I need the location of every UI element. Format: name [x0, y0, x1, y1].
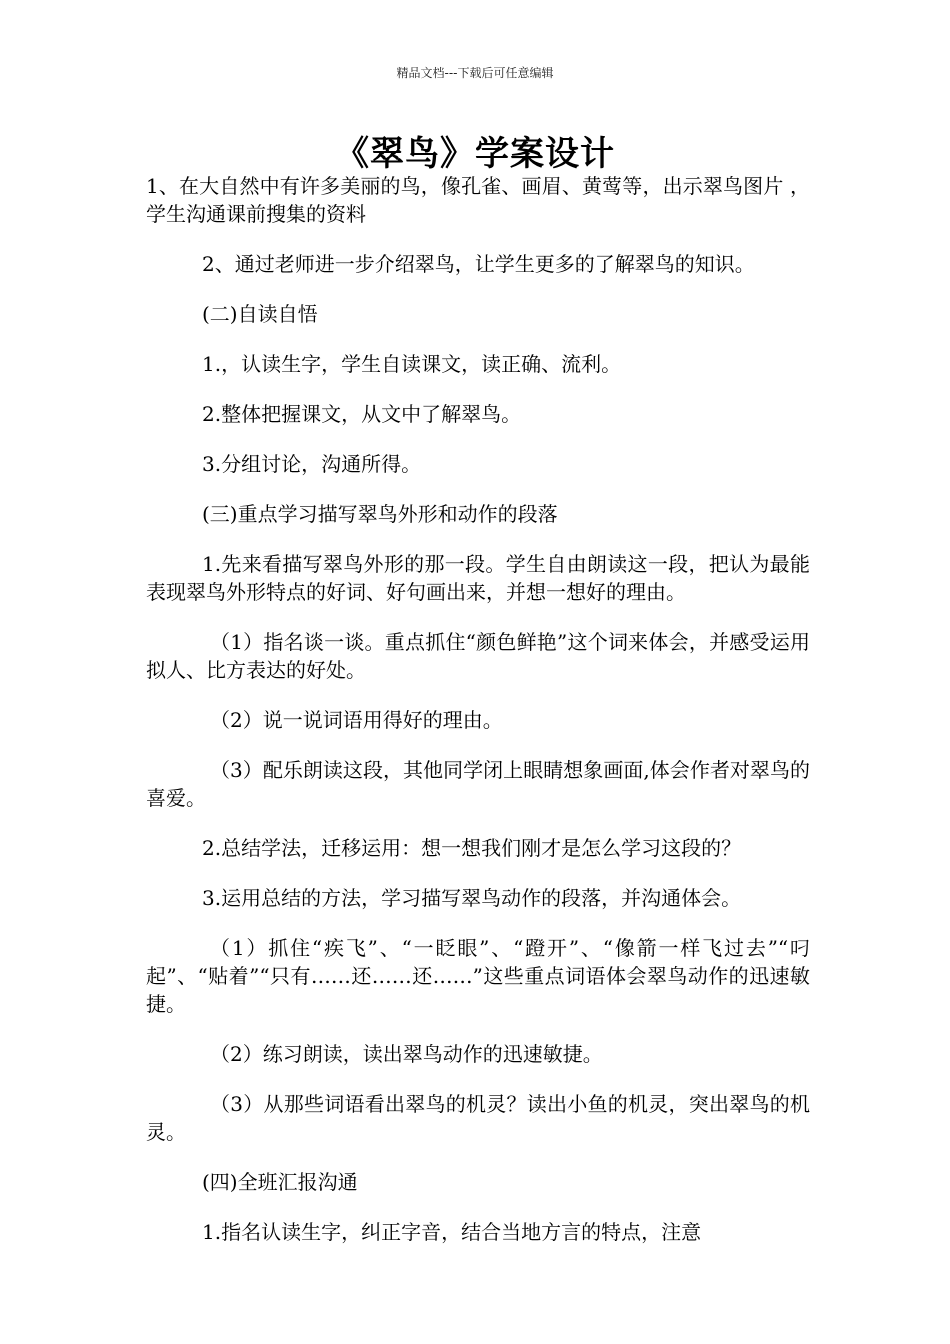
paragraph-actions-sub-3: （3）从那些词语看出翠鸟的机灵？读出小鱼的机灵，突出翠鸟的机灵。 — [146, 1092, 810, 1144]
page-header: 精品文档---下载后可任意编辑 — [396, 66, 554, 80]
paragraph-intro-2: 2、通过老师进一步介绍翠鸟，让学生更多的了解翠鸟的知识。 — [202, 252, 755, 276]
paragraph-actions: 3.运用总结的方法，学习描写翠鸟动作的段落，并沟通体会。 — [202, 886, 742, 910]
paragraph-step-3: 3.分组讨论，沟通所得。 — [202, 452, 422, 476]
paragraph-actions-sub-1: （1）抓住“疾飞”、“一眨眼”、“蹬开”、“像箭一样飞过去”“叼起”、“贴着”“只有……还……还……”这些重点词语体会翠鸟动作的迅速敏捷。 — [146, 936, 810, 1016]
section-heading-3: (三)重点学习描写翠鸟外形和动作的段落 — [202, 502, 558, 526]
paragraph-intro-1: 1、在大自然中有许多美丽的鸟，像孔雀、画眉、黄莺等，出示翠鸟图片 ，学生沟通课前搜集的资料 — [146, 174, 810, 226]
paragraph-appearance-sub-3: （3）配乐朗读这段，其他同学闭上眼睛想象画面,体会作者对翠鸟的喜爱。 — [146, 758, 810, 810]
paragraph-appearance-sub-1: （1）指名谈一谈。重点抓住“颜色鲜艳”这个词来体会，并感受运用拟人、比方表达的好处。 — [146, 630, 810, 682]
paragraph-step-1: 1.，认读生字，学生自读课文，读正确、流利。 — [202, 352, 622, 376]
document-body — [146, 172, 810, 1246]
paragraph-step-2: 2.整体把握课文，从文中了解翠鸟。 — [202, 402, 522, 426]
paragraph-appearance-sub-2: （2）说一说词语用得好的理由。 — [210, 708, 503, 732]
paragraph-report-1: 1.指名认读生字，纠正字音，结合当地方言的特点，注意 — [202, 1220, 702, 1244]
paragraph-appearance: 1.先来看描写翠鸟外形的那一段。学生自由朗读这一段，把认为最能表现翠鸟外形特点的好词、好句画出来，并想一想好的理由。 — [146, 552, 810, 604]
paragraph-summary: 2.总结学法，迁移运用：想一想我们刚才是怎么学习这段的？ — [202, 836, 742, 860]
section-heading-2: (二)自读自悟 — [202, 302, 318, 326]
section-heading-4: (四)全班汇报沟通 — [202, 1170, 358, 1194]
paragraph-actions-sub-2: （2）练习朗读，读出翠鸟动作的迅速敏捷。 — [210, 1042, 603, 1066]
document-title: 《翠鸟》学案设计 — [335, 134, 615, 174]
